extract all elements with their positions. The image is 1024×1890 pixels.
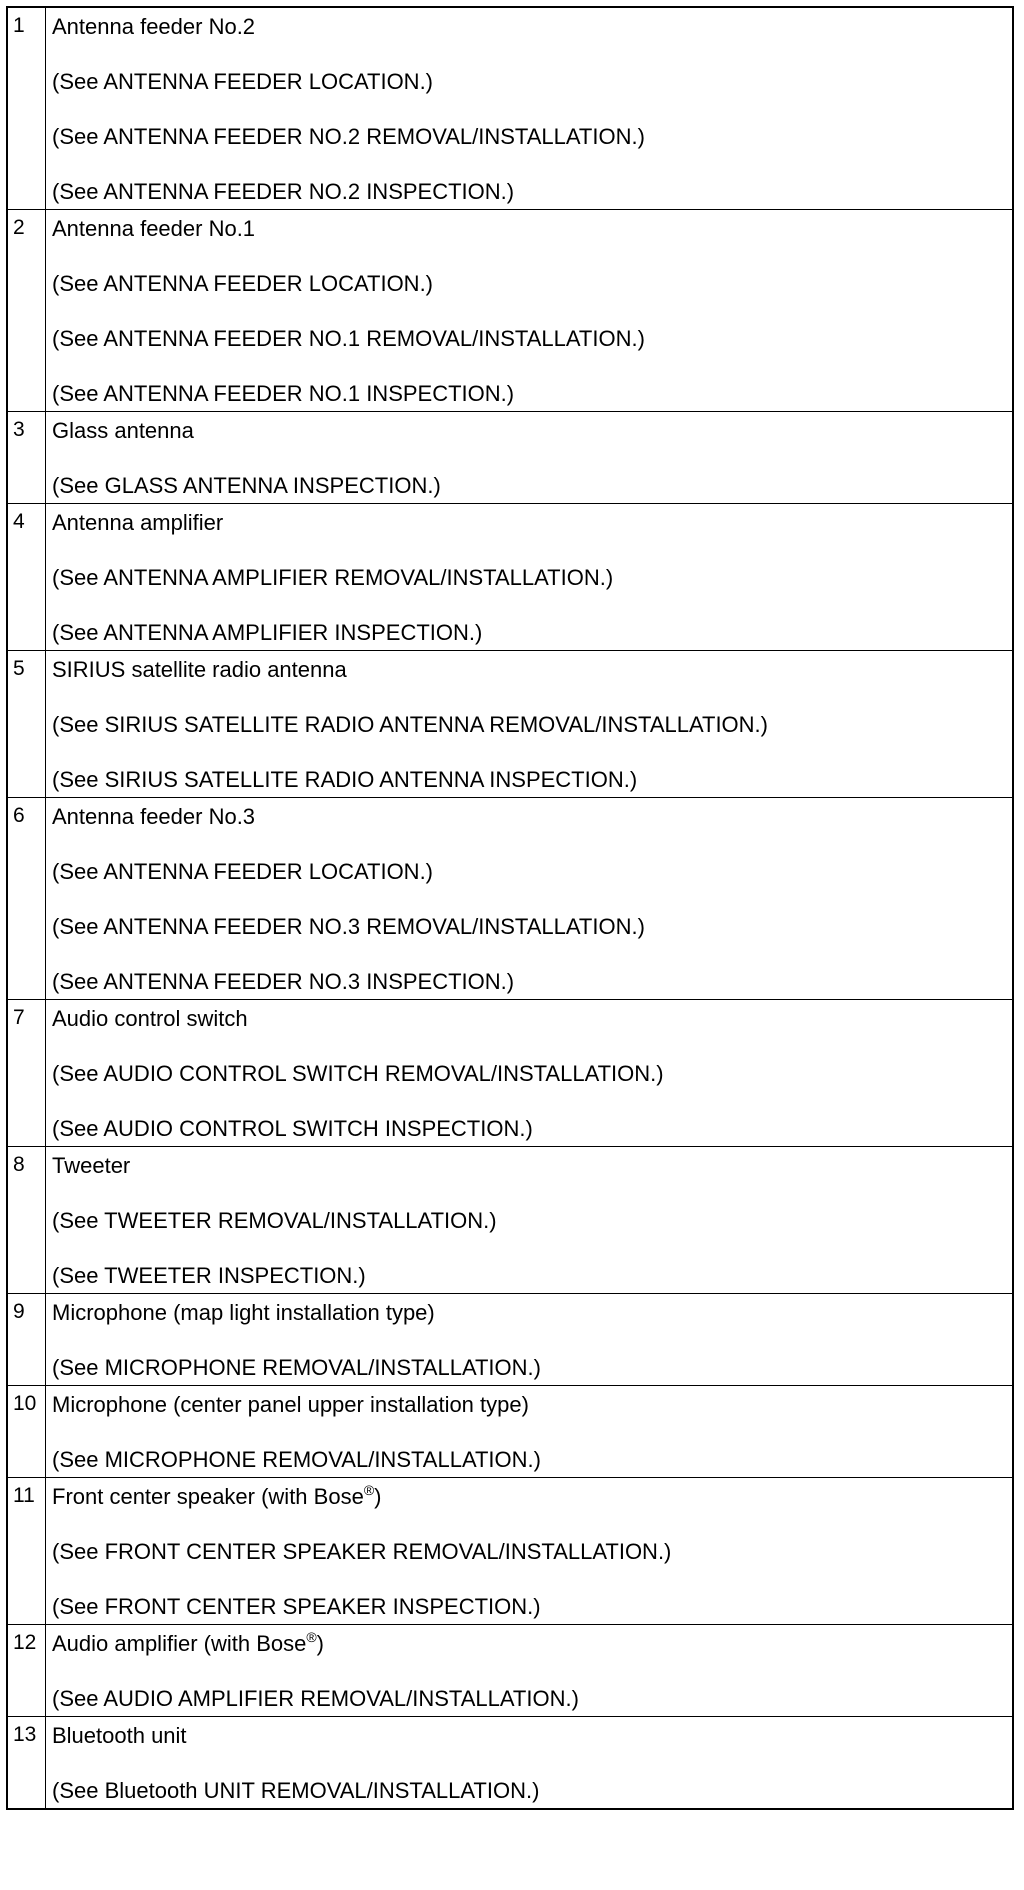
reference-link[interactable]: (See ANTENNA FEEDER LOCATION.) bbox=[52, 271, 434, 296]
reference-link[interactable]: (See GLASS ANTENNA INSPECTION.) bbox=[52, 473, 441, 498]
table-row bbox=[8, 1146, 1012, 1293]
table-row bbox=[8, 1624, 1012, 1716]
component-reference-table bbox=[6, 6, 1014, 1810]
reference-link[interactable]: (See ANTENNA FEEDER LOCATION.) bbox=[52, 69, 434, 94]
reference-link[interactable]: (See SIRIUS SATELLITE RADIO ANTENNA INSPECTION.) bbox=[52, 767, 638, 792]
reference-link[interactable]: (See MICROPHONE REMOVAL/INSTALLATION.) bbox=[52, 1447, 541, 1472]
reference-link[interactable]: (See ANTENNA AMPLIFIER REMOVAL/INSTALLATION.) bbox=[52, 565, 614, 590]
item-title: Antenna amplifier bbox=[52, 510, 224, 535]
item-title: Bluetooth unit bbox=[52, 1723, 187, 1748]
item-content bbox=[46, 798, 1012, 999]
reference-link[interactable]: (See TWEETER INSPECTION.) bbox=[52, 1263, 366, 1288]
table-row bbox=[8, 503, 1012, 650]
item-title: Microphone (map light installation type) bbox=[52, 1300, 435, 1325]
table-row bbox=[8, 999, 1012, 1146]
item-title: Microphone (center panel upper installation type) bbox=[52, 1392, 529, 1417]
item-number: 12 bbox=[8, 1625, 46, 1716]
item-content bbox=[46, 1717, 1012, 1808]
item-title: Tweeter bbox=[52, 1153, 131, 1178]
reference-link[interactable]: (See TWEETER REMOVAL/INSTALLATION.) bbox=[52, 1208, 497, 1233]
item-title: SIRIUS satellite radio antenna bbox=[52, 657, 347, 682]
table-row bbox=[8, 1477, 1012, 1624]
reference-link[interactable]: (See Bluetooth UNIT REMOVAL/INSTALLATION.) bbox=[52, 1778, 540, 1803]
item-content bbox=[46, 1294, 1012, 1385]
item-title: Glass antenna bbox=[52, 418, 194, 443]
table-row bbox=[8, 1293, 1012, 1385]
item-title: Audio control switch bbox=[52, 1006, 248, 1031]
table-row bbox=[8, 650, 1012, 797]
reference-link[interactable]: (See ANTENNA AMPLIFIER INSPECTION.) bbox=[52, 620, 483, 645]
item-content bbox=[46, 1478, 1012, 1624]
item-title: Antenna feeder No.3 bbox=[52, 804, 256, 829]
item-content bbox=[46, 1147, 1012, 1293]
item-title-text: Front center speaker (with Bose bbox=[52, 1484, 364, 1509]
item-content bbox=[46, 412, 1012, 503]
item-title: Antenna feeder No.1 bbox=[52, 216, 256, 241]
registered-mark: ® bbox=[363, 1482, 375, 1498]
table-row bbox=[8, 8, 1012, 209]
reference-link[interactable]: (See SIRIUS SATELLITE RADIO ANTENNA REMOVAL/INSTALLATION.) bbox=[52, 712, 768, 737]
reference-link[interactable]: (See AUDIO CONTROL SWITCH REMOVAL/INSTALLATION.) bbox=[52, 1061, 664, 1086]
item-number: 6 bbox=[8, 798, 46, 999]
item-number: 8 bbox=[8, 1147, 46, 1293]
item-number: 10 bbox=[8, 1386, 46, 1477]
item-content bbox=[46, 1386, 1012, 1477]
table-row bbox=[8, 797, 1012, 999]
table-row bbox=[8, 1385, 1012, 1477]
item-title-text: Audio amplifier (with Bose bbox=[52, 1631, 307, 1656]
reference-link[interactable]: (See FRONT CENTER SPEAKER INSPECTION.) bbox=[52, 1594, 541, 1619]
reference-link[interactable]: (See ANTENNA FEEDER NO.2 REMOVAL/INSTALLATION.) bbox=[52, 124, 645, 149]
item-number: 3 bbox=[8, 412, 46, 503]
item-number: 13 bbox=[8, 1717, 46, 1808]
reference-link[interactable]: (See ANTENNA FEEDER NO.3 INSPECTION.) bbox=[52, 969, 515, 994]
table-row bbox=[8, 209, 1012, 411]
table-row bbox=[8, 1716, 1012, 1808]
item-title: Antenna feeder No.2 bbox=[52, 14, 256, 39]
item-title bbox=[52, 1628, 1012, 1659]
reference-link[interactable]: (See ANTENNA FEEDER NO.1 INSPECTION.) bbox=[52, 381, 515, 406]
reference-link[interactable]: (See ANTENNA FEEDER NO.1 REMOVAL/INSTALLATION.) bbox=[52, 326, 645, 351]
item-content bbox=[46, 651, 1012, 797]
table-row bbox=[8, 411, 1012, 503]
item-number: 2 bbox=[8, 210, 46, 411]
item-content bbox=[46, 8, 1012, 209]
item-number: 11 bbox=[8, 1478, 46, 1624]
reference-link[interactable]: (See AUDIO AMPLIFIER REMOVAL/INSTALLATION.) bbox=[52, 1686, 579, 1711]
registered-mark: ® bbox=[306, 1629, 317, 1645]
reference-link[interactable]: (See ANTENNA FEEDER LOCATION.) bbox=[52, 859, 434, 884]
reference-link[interactable]: (See AUDIO CONTROL SWITCH INSPECTION.) bbox=[52, 1116, 533, 1141]
item-title-end: ) bbox=[316, 1631, 324, 1656]
reference-link[interactable]: (See ANTENNA FEEDER NO.3 REMOVAL/INSTALLATION.) bbox=[52, 914, 645, 939]
item-number: 1 bbox=[8, 8, 46, 209]
item-content bbox=[46, 210, 1012, 411]
reference-link[interactable]: (See FRONT CENTER SPEAKER REMOVAL/INSTALLATION.) bbox=[52, 1539, 672, 1564]
reference-link[interactable]: (See MICROPHONE REMOVAL/INSTALLATION.) bbox=[52, 1355, 541, 1380]
item-content bbox=[46, 1625, 1012, 1716]
item-number: 4 bbox=[8, 504, 46, 650]
item-number: 7 bbox=[8, 1000, 46, 1146]
item-title-end: ) bbox=[374, 1484, 382, 1509]
item-number: 9 bbox=[8, 1294, 46, 1385]
item-content bbox=[46, 504, 1012, 650]
item-content bbox=[46, 1000, 1012, 1146]
item-title bbox=[52, 1481, 1012, 1512]
reference-link[interactable]: (See ANTENNA FEEDER NO.2 INSPECTION.) bbox=[52, 179, 515, 204]
item-number: 5 bbox=[8, 651, 46, 797]
